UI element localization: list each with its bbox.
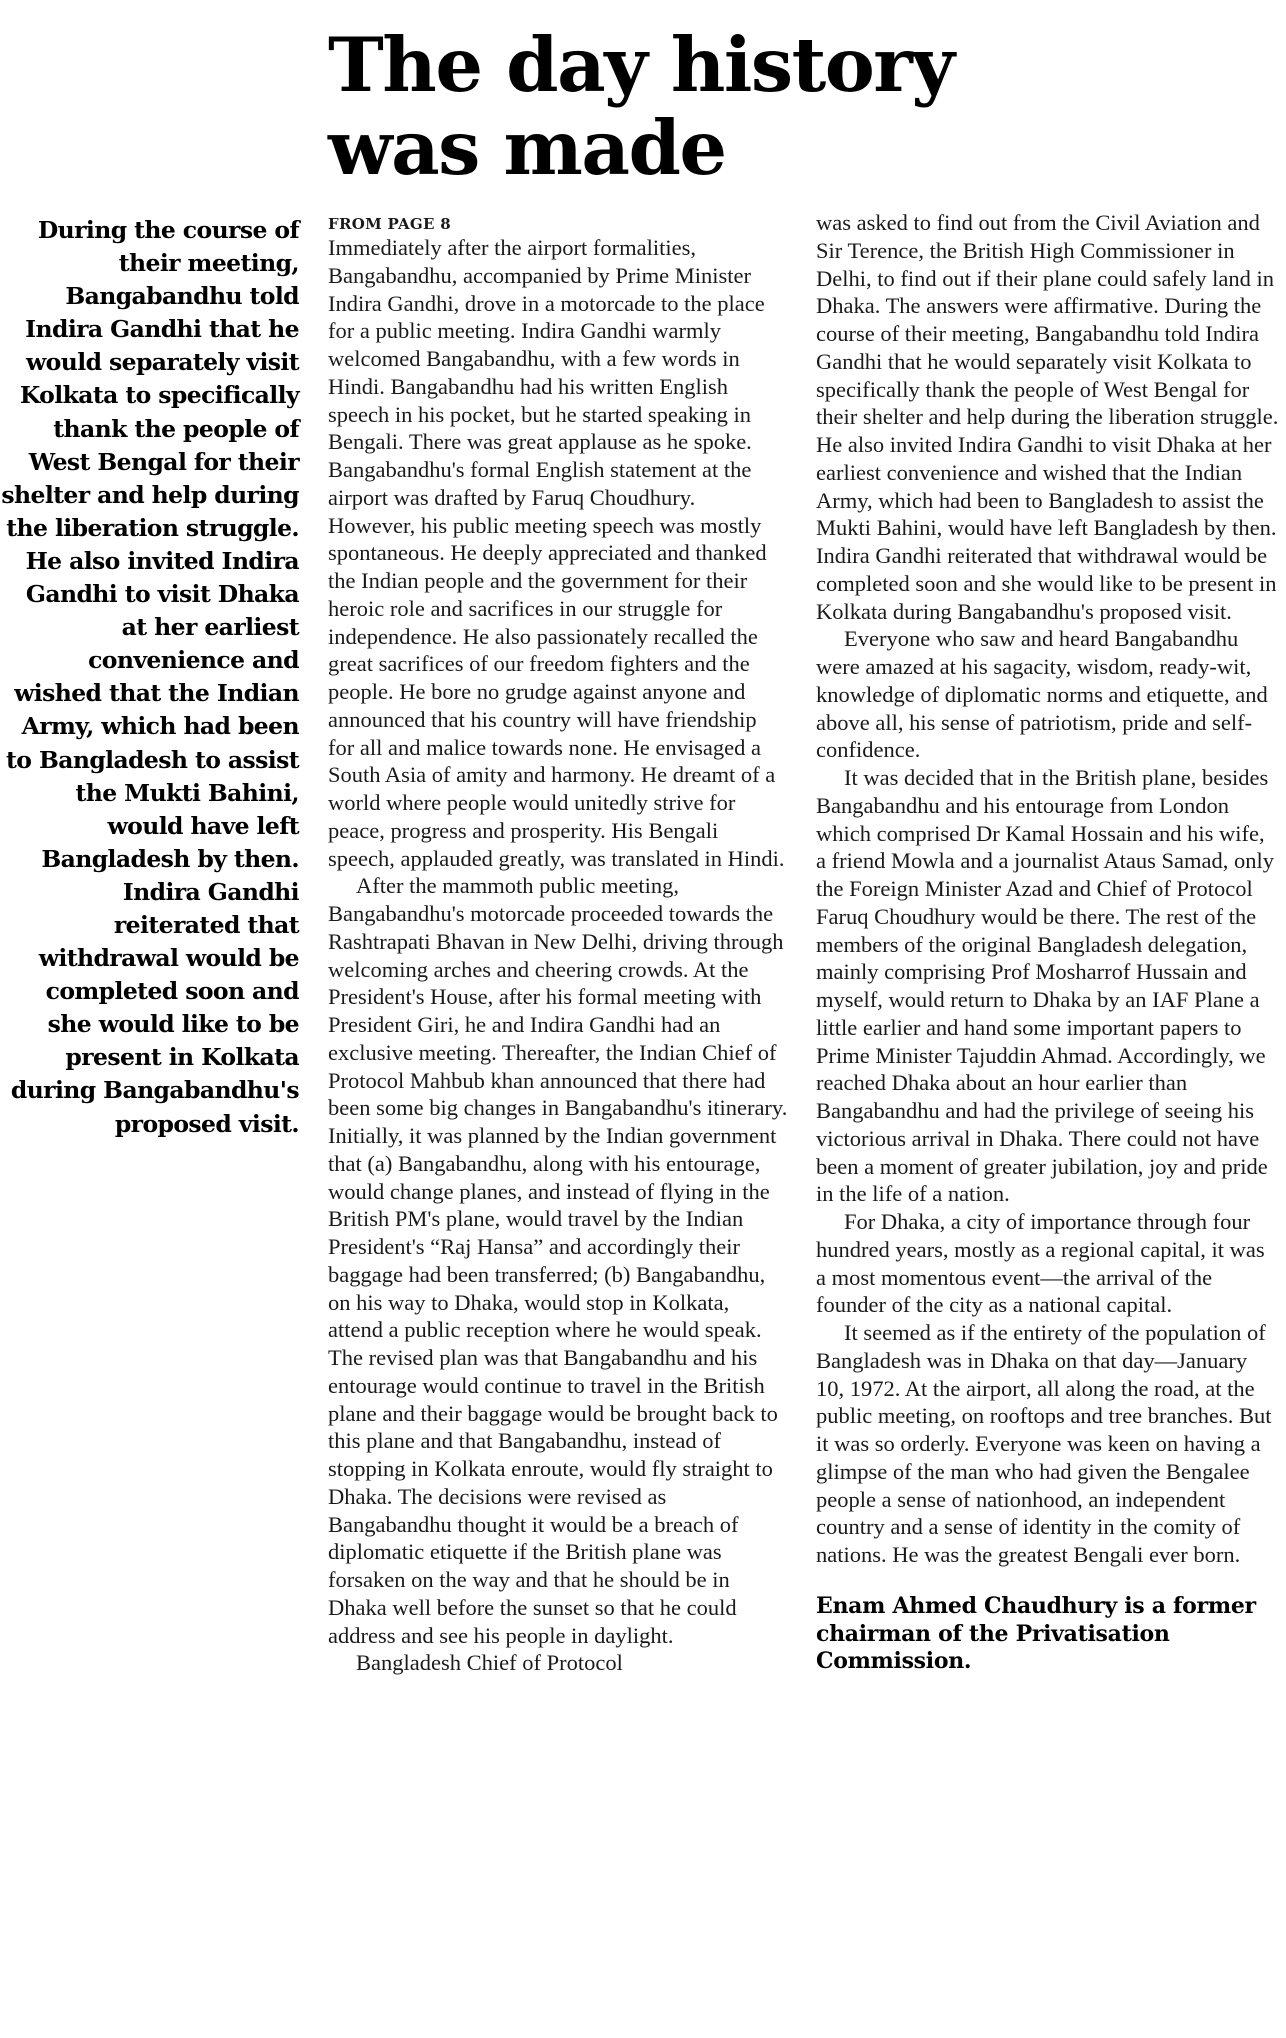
article-paragraph: It was decided that in the British plane, besides Bangabandhu and his entourage from London which comprised Dr Kamal Hossain and his wife, a friend Mowla and a journalist Ataus Samad, only the Foreign Minister Azad and Chief of Protocol Faruq Choudhury would be there. The rest of the members of the original Bangladesh delegation, mainly comprising Prof Mosharrof Hussain and myself, would return to Dhaka by an IAF Plane a little earlier and hand some important papers to Prime Minister Tajuddin Ahmad. Accordingly, we reached Dhaka about an hour earlier than Bangabandhu and had the privilege of seeing his victorious arrival in Dhaka. There could not have been a moment of greater jubilation, joy and pride in the life of a nation.	[816, 765, 1275, 1207]
article-paragraph: After the mammoth public meeting, Bangabandhu's motorcade proceeded towards the Rashtrapati Bhavan in New Delhi, driving through welcoming arches and cheering crowds. At the President's House, after his formal meeting with President Giri, he and Indira Gandhi had an exclusive meeting. Thereafter, the Indian Chief of Protocol Mahbub khan announced that there had been some big changes in Bangabandhu's itinerary. Initially, it was planned by the Indian government that (a) Bangabandhu, along with his entourage, would change planes, and instead of flying in the British PM's plane, would travel by the Indian President's “Raj Hansa” and accordingly their baggage had been transferred; (b) Bangabandhu, on his way to Dhaka, would stop in Kolkata, attend a public reception where he would speak. The revised plan was that Bangabandhu and his entourage would continue to travel in the British plane and their baggage would be brought back to this plane and that Bangabandhu, instead of stopping in Kolkata enroute, would fly straight to Dhaka. The decisions were revised as Bangabandhu thought it would be a breach of diplomatic etiquette if the British plane was forsaken on the way and that he should be in Dhaka well before the sunset so that he could address and see his people in daylight.	[328, 873, 788, 1648]
article-column-right	[816, 209, 1280, 1676]
article-paragraph: Immediately after the airport formalities, Bangabandhu, accompanied by Prime Minister Indira Gandhi, drove in a motorcade to the place for a public meeting. Indira Gandhi warmly welcomed Bangabandhu, with a few words in Hindi. Bangabandhu had his written English speech in his pocket, but he started speaking in Bengali. There was great applause as he spoke. Bangabandhu's formal English statement at the airport was drafted by Faruq Choudhury. However, his public meeting speech was mostly spontaneous. He deeply appreciated and thanked the Indian people and the government for their heroic role and sacrifices in our struggle for independence. He also passionately recalled the great sacrifices of our freedom fighters and the people. He bore no grudge against anyone and announced that his country will have friendship for all and malice towards none. He envisaged a South Asia of amity and harmony. He dreamt of a world where people would unitedly strive for peace, progress and prosperity. His Bengali speech, applauded greatly, was translated in Hindi.	[328, 235, 785, 871]
article-paragraph: Everyone who saw and heard Bangabandhu were amazed at his sagacity, wisdom, ready-wit, knowledge of diplomatic norms and etiquette, and above all, his sense of patriotism, pride and self-confidence.	[816, 626, 1268, 763]
continuation-kicker: FROM PAGE 8	[328, 215, 452, 233]
pull-quote: During the course of their meeting, Bangabandhu told Indira Gandhi that he would separately visit Kolkata to specifically thank the people of West Bengal for their shelter and help during the liberation struggle. He also invited Indira Gandhi to visit Dhaka at her earliest convenience and wished that the Indian Army, which had been to Bangladesh to assist the Mukti Bahini, would have left Bangladesh by then. Indira Gandhi reiterated that withdrawal would be completed soon and she would like to be present in Kolkata during Bangabandhu's proposed visit.	[1, 216, 299, 1138]
article-paragraph: Bangladesh Chief of Protocol	[356, 1650, 623, 1676]
article-paragraph: was asked to find out from the Civil Aviation and Sir Terence, the British High Commissioner in Delhi, to find out if their plane could safely land in Dhaka. The answers were affirmative. During the course of their meeting, Bangabandhu told Indira Gandhi that he would separately visit Kolkata to specifically thank the people of West Bengal for their shelter and help during the liberation struggle. He also invited Indira Gandhi to visit Dhaka at her earliest convenience and wished that the Indian Army, which had been to Bangladesh to assist the Mukti Bahini, would have left Bangladesh by then. Indira Gandhi reiterated that withdrawal would be completed soon and she would like to be present in Kolkata during Bangabandhu's proposed visit.	[816, 210, 1279, 624]
article-column-middle	[328, 214, 788, 1677]
article-paragraph: It seemed as if the entirety of the population of Bangladesh was in Dhaka on that day—January 10, 1972. At the airport, all along the road, at the public meeting, on rooftops and tree branches. But it was so orderly. Everyone was keen on having a glimpse of the man who had given the Bengalee people a sense of nationhood, an independent country and a sense of identity in the comity of nations. He was the greatest Bengali ever born.	[816, 1320, 1272, 1567]
article-paragraph: For Dhaka, a city of importance through four hundred years, mostly as a regional capital, it was a most momentous event—the arrival of the founder of the city as a national capital.	[816, 1209, 1265, 1318]
headline: The day history was made	[328, 21, 954, 192]
author-note: Enam Ahmed Chaudhury is a former chairman of the Privatisation Commission.	[816, 1592, 1256, 1675]
